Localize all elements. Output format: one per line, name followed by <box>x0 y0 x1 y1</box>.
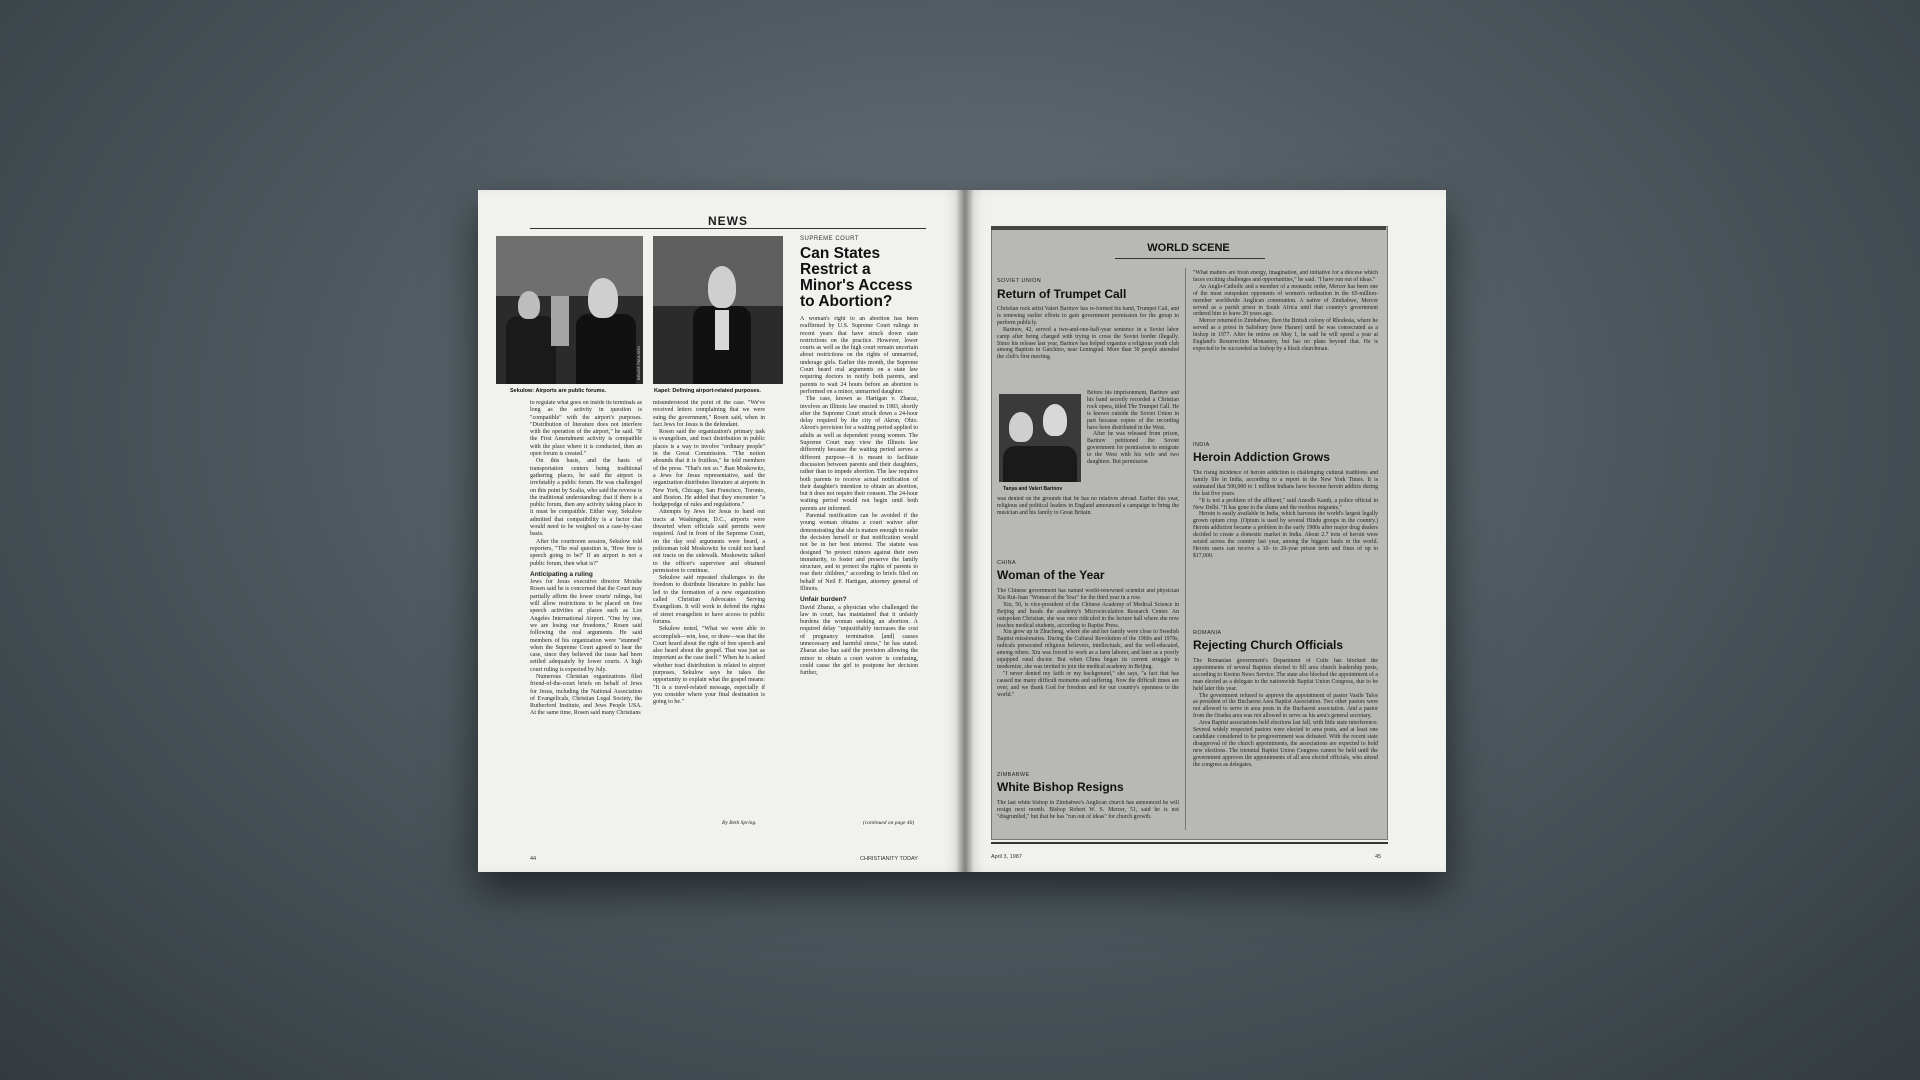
s2-body <box>997 588 1179 756</box>
world-scene-top-bar <box>991 226 1386 230</box>
s1-body-wrap <box>1087 390 1179 494</box>
subhead-anticipating: Anticipating a ruling <box>530 570 593 578</box>
s3-continued <box>1193 270 1378 406</box>
paragraph: "What matters are fresh energy, imagination, and initiative for a diocese which faces exciting challenges and opportunities," he said. "I have run out of ideas." <box>1193 270 1378 283</box>
left-page <box>478 190 965 872</box>
column-3-continued <box>800 605 918 678</box>
paragraph: Xiu, 50, is vice-president of the Chinese Academy of Medical Science in Beijing and heads the academy's Microcirculation Research Center. An outspoken Christian, she was once ridiculed in the lecture hall where she now teaches medical students, according to Baptist Press. <box>997 601 1179 629</box>
article-kicker: SUPREME COURT <box>800 236 860 242</box>
s1-title: Return of Trumpet Call <box>997 287 1127 301</box>
article-column-1 <box>530 400 642 828</box>
s3-body <box>997 800 1179 836</box>
paragraph: Xiu grew up in Zhucheng, where she and her family were close to Swedish Baptist missionaries. During the Cultural Revolution of the 1960s and 1970s, radicals persecuted religious believers, intellectuals, and the well-educated, among others. Xiu was forced to work as a farm laborer, and later as a poorly equipped rural doctor. But when China began its current struggle to modernize, she was invited to join the medical academy in Beijing. <box>997 629 1179 670</box>
s1-paragraphs <box>997 306 1179 361</box>
microphones <box>551 296 569 346</box>
subhead-unfair-burden: Unfair burden? <box>800 596 847 604</box>
byline: By Beth Spring. <box>722 820 757 826</box>
s4-paragraphs <box>1193 470 1378 560</box>
s4-body <box>1193 470 1378 608</box>
paragraph: The Chinese government has named world-renowned scientist and physician Xiu Rui-Juan "Woman of the Year" for the third year in a row. <box>997 588 1179 601</box>
paragraph: The last white bishop in Zimbabwe's Anglican church has announced he will resign next month. Bishop Robert W. S. Mercer, 51, said he is not "disgruntled," but that he has "run out of ideas" for church growth. <box>997 800 1179 820</box>
continued-note: (continued on page 46) <box>863 820 915 826</box>
paragraph: Heroin is easily available in India, which harvests the world's largest legally grown opium crop. (Opium is used by several Hindu groups in the country.) Heroin addiction became a problem in the early 1980s after major drug dealers decided to create a domestic market in India. About 2.7 tons of heroin were seized across the country last year, among the biggest hauls in the world. Heroin users can receive a 10- to 20-year prison term and fines of up to $17,000. <box>1193 511 1378 559</box>
paragraph: Area Baptist associations held elections last fall, with little state interference. Several widely respected pastors were elected to area posts, and at least one candidate considered to be progovernment was defeated. With the recent state disapproval of the church appointments, the associations are expected to hold new elections. The triennial Baptist Union Congress cannot be held until the government approves the appointments of all area elected officials, who attend the congress as delegates. <box>1193 720 1378 768</box>
paragraph: The rising incidence of heroin addiction is challenging cultural traditions and family life in India, according to a report in the New York Times. It is estimated that 500,000 to 1 million Indians have become heroin addicts during the last five years. <box>1193 470 1378 497</box>
paragraph: A woman's right to an abortion has been reaffirmed by U.S. Supreme Court rulings in recent years that have struck down state restrictions on the practice. However, lower courts as well as the high court remain uncertain about restrictions on the rights of unmarried, underage girls. Earlier this month, the Supreme Court heard oral arguments on a state law requiring doctors to notify both parents, and parents to wait 24 hours before an abortion is performed on a minor, unmarried daughter. <box>800 316 918 395</box>
s3-continued-paragraphs <box>1193 270 1378 353</box>
article-headline: Can States Restrict a Minor's Access to Abortion? <box>800 245 913 310</box>
paragraph: Rosen said the organization's primary task is evangelism, and tract distribution in public places is a way to involve "ordinary people" in the Great Commission. "The notion abounds that it is fruitless," he told members of the press. "That's not so." Jhan Moskowitz, a Jews for Jesus representative, said the organization distributes literature at airports in New York, Chicago, San Francisco, Toronto, and Boston. He added that they encounter "a hodgepodge of rules and regulations." <box>653 429 765 509</box>
photo-face <box>708 266 736 308</box>
photo-face <box>1009 412 1033 442</box>
photo-figure <box>1003 446 1077 482</box>
column-3-body <box>800 316 918 593</box>
page-number-left: 44 <box>530 856 537 862</box>
barinov-photo-caption: Tanya and Valeri Barinov <box>1003 486 1063 492</box>
bottom-rule <box>991 842 1388 844</box>
title-rule <box>1115 258 1265 259</box>
photo2-caption: Kapel: Defining airport-related purposes. <box>654 388 761 394</box>
s3-title: White Bishop Resigns <box>997 780 1124 794</box>
s2-kicker: CHINA <box>997 560 1017 566</box>
s5-paragraphs <box>1193 658 1378 769</box>
right-page <box>965 190 1446 872</box>
paragraph: Before his imprisonment, Barinov and his band secretly recorded a Christian rock opera, titled The Trumpet Call. He is known outside the Soviet Union in part because copies of the recording have been distributed in the West. <box>1087 390 1179 431</box>
s4-kicker: INDIA <box>1193 442 1210 448</box>
s2-paragraphs <box>997 588 1179 699</box>
paragraph: Numerous Christian organizations filed friend-of-the-court briefs on behalf of Jews for Jesus, including the National Association of Evangelicals, Christian Legal Society, the Rutherford Institute, and Jews People USA. At the same time, Rosen said many Christians <box>530 673 642 717</box>
photo-barinov <box>999 394 1081 482</box>
paragraph: David Zbaraz, a physician who challenged the law in court, has maintained that it unfairly burdens the woman seeking an abortion. A required delay "unjustifiably increases the cost of pregnancy termination [and] causes unnecessary and harmful stress," he has stated. Zbaraz also has said the provision allowing the minor to obtain a court waiver is confusing, could cause the girl to postpone her decision further, <box>800 604 918 677</box>
paragraph: Christian rock artist Valeri Barinov has re-formed his band, Trumpet Call, and is renewing earlier efforts to gain government permission for the group to perform publicly. <box>997 306 1179 326</box>
paragraph: Mercer returned to Zimbabwe, then the British colony of Rhodesia, where he served as a priest in Salisbury (now Harare) until he was consecrated as a bishop in 1977. After he retires on May 1, he said he will spend a year at England's Resurrection Monastery, but has no plans beyond that. He is expected to be succeeded as bishop by a black churchman. <box>1193 318 1378 352</box>
s3-paragraphs <box>997 800 1179 821</box>
publication-name: CHRISTIANITY TODAY <box>860 856 918 862</box>
section-header <box>530 210 926 229</box>
photo-kapel <box>653 236 783 384</box>
s1-paragraphs-wrap <box>1087 390 1179 466</box>
s1-body <box>997 306 1179 388</box>
article-column-3 <box>800 316 918 816</box>
s5-kicker: ROMANIA <box>1193 630 1222 636</box>
paragraph: After he was released from prison, Barinov petitioned the Soviet government for permission to emigrate to the West with his wife and two daughters. But permission <box>1087 431 1179 466</box>
paragraph: Parental notification can be avoided if the young woman obtains a court waiver after demonstrating that she is mature enough to make the decision herself or that notification would not be in her best interest. The statute was designed "to protect minors against their own immaturity, to foster and preserve the family structure, and to protect the rights of parents to rear their children," according to briefs filed on behalf of Neil F. Hartigan, attorney general of Illinois. <box>800 513 918 592</box>
column-1-body <box>530 400 642 568</box>
column-2-body <box>653 400 765 706</box>
paragraph: "It is not a problem of the affluent," said Amodh Kanth, a police official in New Delhi. "It has gone to the slums and the rootless migrants." <box>1193 497 1378 511</box>
paragraph: misunderstood the point of the case. "We've received letters complaining that we were suing the government," Rosen said, when in fact Jews for Jesus is the defendant. <box>653 400 765 428</box>
photo1-caption: Sekulow: Airports are public forums. <box>510 388 607 394</box>
magazine-spread <box>478 190 1446 872</box>
paragraph: Barinov, 42, served a two-and-one-half-year sentence in a Soviet labor camp after being charged with trying to cross the Soviet border illegally. Since his release last year, Barinov has helped organize a religious youth club among Baptists in Gatchino, near Leningrad. More than 30 people attended the club's first meeting. <box>997 326 1179 361</box>
s1-final-paragraph: was denied on the grounds that he has no relatives abroad. Earlier this year, religious and political leaders in England announced a campaign to bring the musician and his family to Great Britain. <box>997 496 1179 516</box>
photo-credit: BRUCE PAULSON <box>636 346 641 380</box>
paragraph: Sekulow said repeated challenges to the freedom to distribute literature in public has led to the formation of a new organization called Christian Advocates Serving Evangelism. It will work to defend the rights of street evangelists to have access to public forums. <box>653 575 765 625</box>
paragraph: Sekulow noted, "What we were able to accomplish—win, lose, or draw—was that the Court heard about the right of free speech and also heard about the gospel. That was just as important as the case itself." When he is asked whether tract distribution is related to airport purposes, Sekulow says he takes the opportunity to explain what the gospel means: "It is a travel-related message, especially if you consider where your final destination is going to be." <box>653 626 765 706</box>
article-column-2 <box>653 400 765 806</box>
world-scene-title: WORLD SCENE <box>1147 242 1230 254</box>
s2-title: Woman of the Year <box>997 568 1105 582</box>
paragraph: The government refused to approve the appointment of pastor Vasile Talos as president of the Bucharest Area Baptist Association. Two other pastors were not allowed to serve in area posts in the Bucharest association. And a pastor from the Oradea area was not allowed to serve as his area's general secretary. <box>1193 692 1378 720</box>
paragraph: The case, known as Hartigan v. Zbaraz, involves an Illinois law enacted in 1983, shortly after the Supreme Court struck down a 24-hour delay required by the city of Akron, Ohio. Akron's provision for a waiting period applied to adults as well as dependent young women. The Supreme Court may view the Illinois law differently because the waiting period serves a different purpose—it is meant to facilitate discussion between parents and their daughters, rather than to impede abortion. The law requires both parents to receive actual notification of their daughter's intention to obtain an abortion, but it does not require their consent. The 24-hour waiting period would not begin until both parents are informed. <box>800 396 918 512</box>
paragraph: The Romanian government's Department of Cults has blocked the appointments of several Baptists elected to fill area church leadership posts, according to Keston News Service. The state also blocked the appointment of a man elected as a delegate to the nationwide Baptist Union Congress, due to be held later this year. <box>1193 658 1378 692</box>
s3-kicker: ZIMBABWE <box>997 772 1030 778</box>
paragraph: On this basis, and the basis of transportation centers being traditional gathering places, he said the airport is irrefutably a public forum. He was challenged on this point by Scalia, who said the reverse is the traditional understanding: that if there is a public forum, then any activity taking place in it must be compatible. Either way, Sekulow admitted that compatibility is a factor that would need to be weighed on a case-by-case basis. <box>530 458 642 538</box>
paragraph: to regulate what goes on inside its terminals as long as the activity in question is "compatible" with the airport's purposes. "Distribution of literature does not interfere with the operation of the airport," he said. "If the First Amendment activity is compatible with the place where it is conducted, then an open forum is created." <box>530 400 642 458</box>
photo-background <box>496 236 643 296</box>
paragraph: Attempts by Jews for Jesus to hand out tracts at Washington, D.C., airports were thwarted when officials said permits were required. And in front of the Supreme Court, on the day oral arguments were heard, a policeman told Moskowitz he could not hand out tracts on the sidewalk. Moskowitz talked to the officer's supervisor and obtained permission to continue. <box>653 509 765 574</box>
photo-face <box>588 278 618 318</box>
s5-body <box>1193 658 1378 832</box>
s4-title: Heroin Addiction Grows <box>1193 450 1330 464</box>
photo-figure <box>506 316 556 384</box>
column-1-continued <box>530 579 642 718</box>
s1-kicker: SOVIET UNION <box>997 278 1042 284</box>
photo-sekulow <box>496 236 643 384</box>
issue-date: April 3, 1987 <box>991 854 1022 860</box>
s1-body-end <box>997 496 1179 526</box>
s5-title: Rejecting Church Officials <box>1193 638 1344 652</box>
photo-figure <box>576 314 636 384</box>
photo-face <box>1043 404 1067 436</box>
paragraph: An Anglo-Catholic and a member of a monastic order, Mercer has been one of the most outspoken opponents of women's ordination in the 65-million-member worldwide Anglican communion. A native of Zimbabwe, Mercer served as a parish priest in South Africa until that country's government ordered him to leave 20 years ago. <box>1193 283 1378 318</box>
page-number-right: 45 <box>1375 854 1382 860</box>
paragraph: After the courtroom session, Sekulow told reporters, "The real question is, 'How free is speech going to be?' If an airport is not a public forum, then what is?" <box>530 538 642 567</box>
paragraph: Jews for Jesus executive director Moishe Rosen said he is concerned that the Court may partially affirm the lower courts' rulings, but will allow restrictions to be placed on free speech activities at places such as Los Angeles International Airport. "One by one, we are losing our freedoms," Rosen said following the oral arguments. He said members of his organization were "stunned" when the Supreme Court agreed to hear the case, since they believed the issue had been settled adequately by lower courts. A high court ruling is expected by July. <box>530 579 642 673</box>
column-divider <box>1185 268 1186 830</box>
photo-face <box>518 291 540 319</box>
photo-shirt <box>715 310 729 350</box>
section-label: NEWS <box>702 214 754 228</box>
paragraph: "I never denied my faith or my background," she says, "a fact that has caused me many difficult moments and suffering. Now the difficult times are over, and we thank God for freedom and for our country's openness to the world." <box>997 670 1179 698</box>
